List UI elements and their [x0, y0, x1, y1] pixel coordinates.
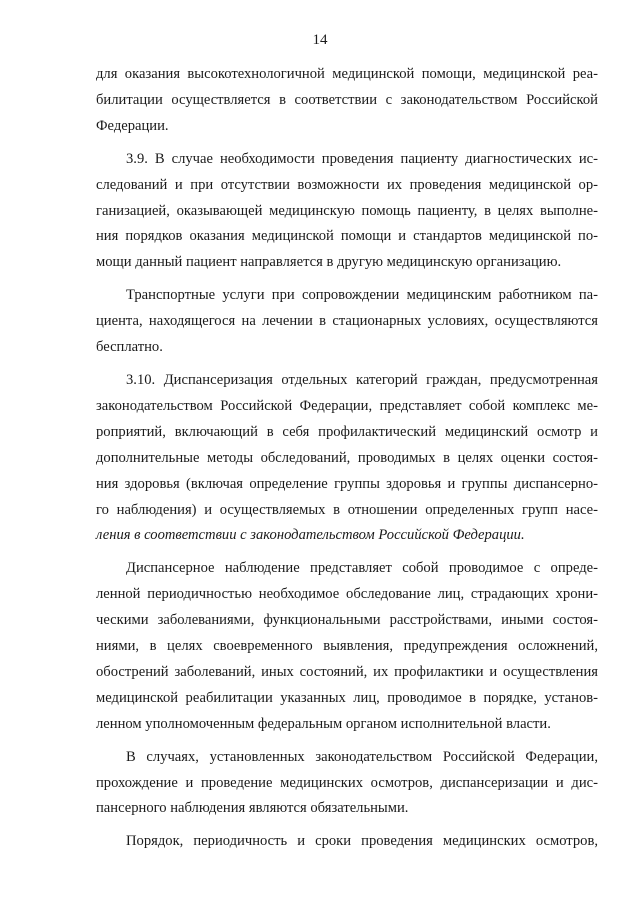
- text-line: ниями, в целях своевременного выявления, предупреждения осложнений,: [96, 638, 598, 655]
- text-line: ленной периодичностью необходимое обследование лиц, страдающих хрони-: [96, 586, 598, 603]
- text-line: ния здоровья (включая определение группы здоровья и группы диспансерно-: [96, 475, 598, 492]
- paragraph-mandatory-cases: [96, 745, 598, 823]
- paragraph-transport: [96, 283, 598, 361]
- text-line: мощи данный пациент направляется в другую медицинскую организацию.: [96, 254, 562, 271]
- page-number: 14: [312, 32, 328, 48]
- text-line: Транспортные услуги при сопровождении медицинским работником па-: [126, 287, 598, 304]
- text-line: законодательством Российской Федерации, представляет собой комплекс ме-: [96, 397, 598, 414]
- paragraph-dispensary-observation: [96, 556, 598, 737]
- text-line: обострений заболеваний, иных состояний, их профилактики и осуществления: [96, 663, 598, 680]
- text-line: прохождение и проведение медицинских осмотров, диспансеризации и дис-: [96, 774, 598, 791]
- text-line: циента, находящегося на лечении в стационарных условиях, осуществляются: [96, 313, 598, 330]
- text-line: 3.9. В случае необходимости проведения пациенту диагностических ис-: [126, 150, 598, 167]
- text-line: 3.10. Диспансеризация отдельных категорий граждан, предусмотренная: [126, 371, 598, 388]
- paragraph-3-9: [96, 147, 598, 277]
- text-line: ления в соответствии с законодательством Российской Федерации.: [96, 527, 525, 544]
- text-line: пансерного наблюдения являются обязательными.: [96, 800, 409, 817]
- text-line: роприятий, включающий в себя профилактический медицинский осмотр и: [96, 423, 598, 440]
- text-line: медицинской реабилитации указанных лиц, проводимое в порядке, установ-: [96, 689, 598, 706]
- text-line: го наблюдения) и осуществляемых в отношении определенных групп насе-: [96, 501, 598, 518]
- text-line: В случаях, установленных законодательством Российской Федерации,: [126, 748, 598, 765]
- text-line: Федерации.: [96, 117, 169, 134]
- text-line: билитации осуществляется в соответствии с законодательством Российской: [96, 91, 598, 108]
- text-line: Диспансерное наблюдение представляет собой проводимое с опреде-: [126, 560, 598, 577]
- text-line: следований и при отсутствии возможности их проведения медицинской ор-: [96, 176, 598, 193]
- text-line: ния порядков оказания медицинской помощи и стандартов медицинской по-: [96, 228, 598, 245]
- text-line: дополнительные методы обследований, проводимых в целях оценки состоя-: [96, 449, 598, 466]
- text-line: ленном уполномоченным федеральным органом исполнительной власти.: [96, 715, 551, 732]
- paragraph-hightech-care: [96, 62, 598, 140]
- text-line: ческими заболеваниями, функциональными расстройствами, иными состоя-: [96, 612, 598, 629]
- text-line: для оказания высокотехнологичной медицинской помощи, медицинской реа-: [96, 66, 598, 82]
- text-line: Порядок, периодичность и сроки проведения медицинских осмотров,: [126, 833, 598, 850]
- paragraph-procedure: [96, 829, 598, 855]
- text-line: ганизацией, оказывающей медицинскую помощь пациенту, в целях выполне-: [96, 202, 598, 219]
- text-line: бесплатно.: [96, 339, 163, 356]
- document-body: [96, 62, 598, 862]
- paragraph-3-10: [96, 368, 598, 549]
